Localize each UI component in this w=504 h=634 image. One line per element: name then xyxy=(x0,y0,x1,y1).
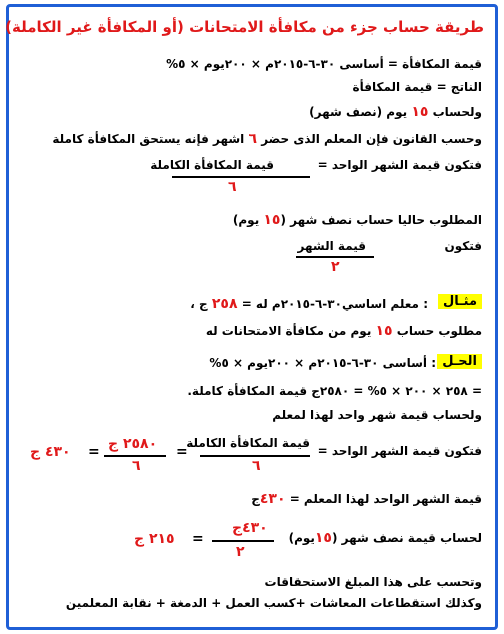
result-value: ٤٣٠ ج xyxy=(30,444,71,460)
solution-line-8: وكذلك استقطاعات المعاشات +كسب العمل + الدمغة + نقابة المعلمين xyxy=(65,596,482,610)
equals-sign: = xyxy=(88,444,100,460)
page-title: طريقة حساب جزء من مكافأة الامتحانات (أو المكافأة غير الكاملة) xyxy=(5,18,484,36)
law-line xyxy=(52,131,482,147)
half-month-label xyxy=(289,530,482,546)
text-segment: ج ، xyxy=(190,297,208,311)
colon: : xyxy=(423,297,428,311)
label-text: مثـال xyxy=(443,294,477,309)
example-label xyxy=(438,294,482,309)
text-segment: وحسب القانون فإن المعلم الذى حضر xyxy=(261,132,482,146)
colon: : xyxy=(431,356,436,370)
text-segment: ج xyxy=(251,492,260,506)
fraction-denominator: ٢ xyxy=(236,544,245,560)
text-segment: يوم) xyxy=(288,531,315,545)
fraction-bar xyxy=(104,455,166,457)
highlight-number: ٦ xyxy=(248,131,258,147)
fraction-bar xyxy=(172,176,310,178)
text-segment: قيمة الشهر الواحد لهذا المعلم = xyxy=(289,492,482,506)
text-segment: معلم اساسي٣٠-٦-٢٠١٥م له = xyxy=(241,297,419,311)
text-segment: أساسى ٣٠-٦-٢٠١٥م × ٢٠٠يوم × ٥% xyxy=(209,356,427,370)
solution-line-5 xyxy=(251,491,482,507)
fraction-denominator: ٦ xyxy=(228,179,237,195)
fraction-numerator: قيمة المكافأة الكاملة xyxy=(186,436,310,450)
highlight-number: ١٥ xyxy=(411,104,429,120)
highlight-number: ١٥ xyxy=(314,530,332,546)
example-text xyxy=(190,296,428,312)
result-line: الناتج = قيمة المكافأة xyxy=(352,80,482,94)
highlight-number: ٢٥٨ xyxy=(211,296,238,312)
equals-sign: = xyxy=(192,531,204,547)
half-month-line xyxy=(309,104,482,120)
text-segment: اشهر فإنه يستحق المكافأة كاملة xyxy=(52,132,245,146)
fraction-bar xyxy=(296,256,374,258)
example-line-2 xyxy=(206,323,482,339)
text-segment: مطلوب حساب xyxy=(396,324,482,338)
equals-sign: = xyxy=(176,444,188,460)
required-line xyxy=(233,212,482,228)
result-value: ٢١٥ ج xyxy=(134,531,175,547)
fraction-numerator: قيمة الشهر xyxy=(297,239,366,253)
bonus-formula-line: قيمة المكافأة = أساسى ٣٠-٦-٢٠١٥م × ٢٠٠يوم × ٥% xyxy=(166,57,482,71)
highlight-number: ١٥ xyxy=(375,323,393,339)
text-segment: يوم) xyxy=(232,213,260,227)
solution-line-3: ولحساب قيمة شهر واحد لهذا لمعلم xyxy=(272,408,482,422)
text-segment: المطلوب حاليا حساب نصف شهر ( xyxy=(280,213,482,227)
fraction-denominator: ٦ xyxy=(252,458,261,474)
fraction-numerator: ٢٥٨٠ ج xyxy=(108,436,158,452)
solution-line-2: = ٢٥٨ × ٢٠٠ × ٥% = ٢٥٨٠ج قيمة المكافأة كاملة. xyxy=(187,384,482,398)
solution-label xyxy=(437,354,482,369)
monthly-value-label: فتكون قيمة الشهر الواحد = xyxy=(317,444,482,458)
highlight-number: ١٥ xyxy=(263,212,281,228)
then-label: فتكون xyxy=(444,239,482,253)
fraction-bar xyxy=(212,540,274,542)
solution-line-7: وتحسب على هذا المبلغ الاستحقاقات xyxy=(264,575,482,589)
fraction-numerator: قيمة المكافأة الكاملة xyxy=(150,158,274,172)
text-segment: يوم من مكافأة الامتحانات له xyxy=(205,324,372,338)
text-segment: لحساب قيمة نصف شهر ( xyxy=(331,531,482,545)
fraction-denominator: ٢ xyxy=(331,259,340,275)
text-segment: يوم (نصف شهر) xyxy=(309,105,408,119)
text-segment: ولحساب xyxy=(432,105,482,119)
fraction-denominator: ٦ xyxy=(132,458,141,474)
solution-line-1 xyxy=(209,356,436,370)
fraction-bar xyxy=(200,455,310,457)
label-text: الحـل xyxy=(442,354,477,369)
highlight-number: ٤٣٠ xyxy=(259,491,286,507)
fraction-numerator: ٤٣٠ج xyxy=(232,520,268,536)
monthly-value-label: فتكون قيمة الشهر الواحد = xyxy=(317,158,482,172)
